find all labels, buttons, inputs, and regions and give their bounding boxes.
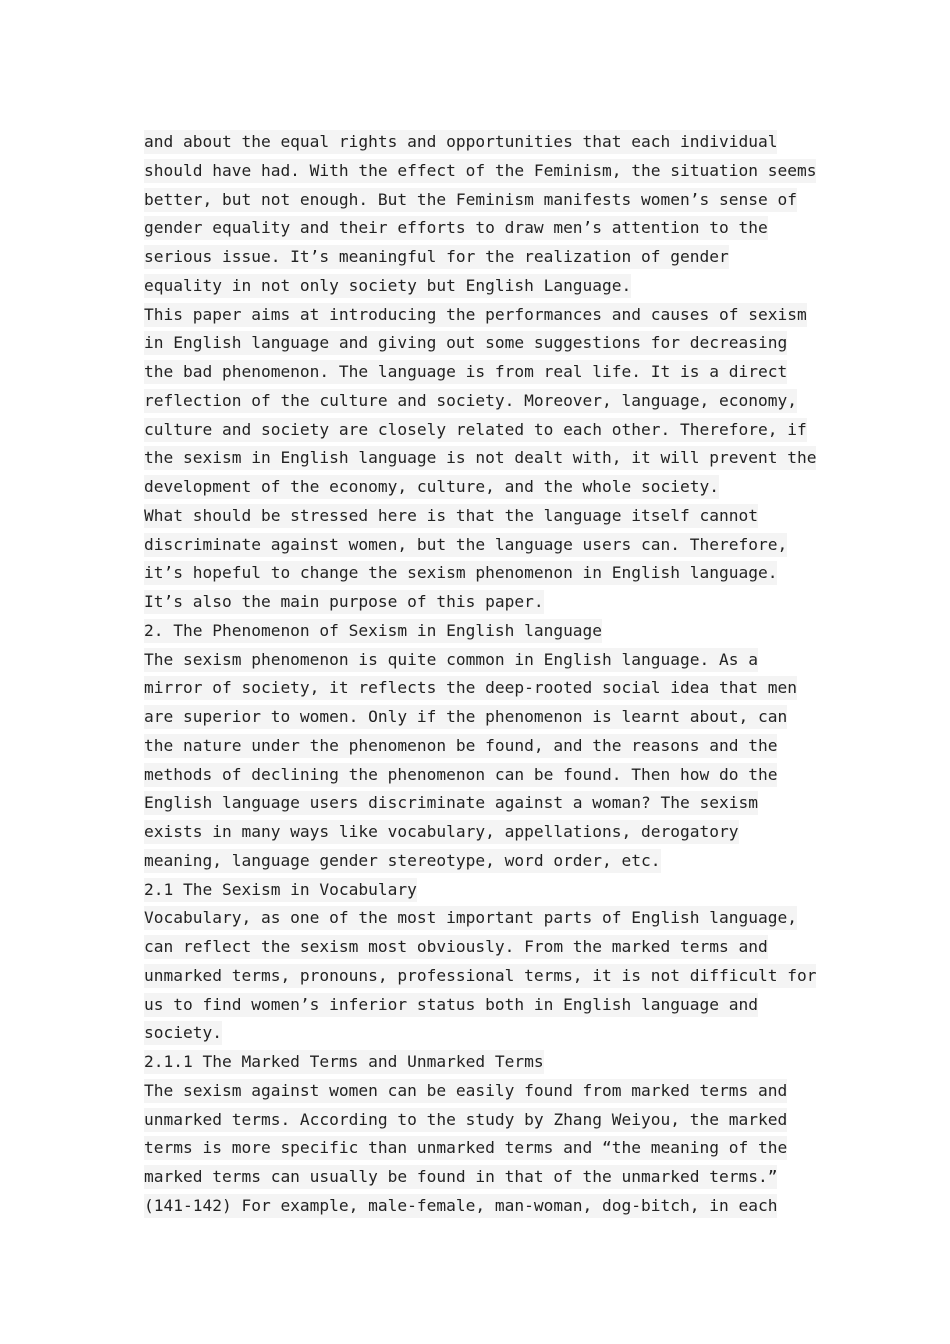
text-line: better, but not enough. But the Feminism manifests women’s sense of [144,186,824,215]
text-line: can reflect the sexism most obviously. From the marked terms and [144,933,824,962]
text-line: This paper aims at introducing the performances and causes of sexism [144,301,824,330]
text-line: should have had. With the effect of the Feminism, the situation seems [144,157,824,186]
text-line: terms is more specific than unmarked terms and “the meaning of the [144,1134,824,1163]
text-line: culture and society are closely related to each other. Therefore, if [144,416,824,445]
section-heading: 2. The Phenomenon of Sexism in English language [144,617,824,646]
text-line: exists in many ways like vocabulary, appellations, derogatory [144,818,824,847]
text-line: the nature under the phenomenon be found, and the reasons and the [144,732,824,761]
text-line: in English language and giving out some suggestions for decreasing [144,329,824,358]
text-line: methods of declining the phenomenon can be found. Then how do the [144,761,824,790]
text-line: it’s hopeful to change the sexism phenomenon in English language. [144,559,824,588]
text-line: serious issue. It’s meaningful for the realization of gender [144,243,824,272]
text-line: Vocabulary, as one of the most important parts of English language, [144,904,824,933]
text-line: English language users discriminate against a woman? The sexism [144,789,824,818]
subsubsection-heading: 2.1.1 The Marked Terms and Unmarked Terms [144,1048,824,1077]
text-line: the bad phenomenon. The language is from real life. It is a direct [144,358,824,387]
text-line: It’s also the main purpose of this paper. [144,588,824,617]
text-line: mirror of society, it reflects the deep-rooted social idea that men [144,674,824,703]
text-line: and about the equal rights and opportunities that each individual [144,128,824,157]
text-line: marked terms can usually be found in that of the unmarked terms.” [144,1163,824,1192]
subsection-heading: 2.1 The Sexism in Vocabulary [144,876,824,905]
body-text [144,128,824,1221]
text-line: What should be stressed here is that the language itself cannot [144,502,824,531]
text-line: The sexism phenomenon is quite common in English language. As a [144,646,824,675]
text-line: development of the economy, culture, and the whole society. [144,473,824,502]
text-line: are superior to women. Only if the phenomenon is learnt about, can [144,703,824,732]
text-line: equality in not only society but English Language. [144,272,824,301]
text-line: The sexism against women can be easily found from marked terms and [144,1077,824,1106]
text-line: unmarked terms. According to the study by Zhang Weiyou, the marked [144,1106,824,1135]
text-line: gender equality and their efforts to draw men’s attention to the [144,214,824,243]
text-line: discriminate against women, but the language users can. Therefore, [144,531,824,560]
text-line: reflection of the culture and society. Moreover, language, economy, [144,387,824,416]
text-line: the sexism in English language is not dealt with, it will prevent the [144,444,824,473]
text-line: (141-142) For example, male-female, man-woman, dog-bitch, in each [144,1192,824,1221]
text-line: us to find women’s inferior status both in English language and [144,991,824,1020]
text-line: society. [144,1019,824,1048]
text-line: meaning, language gender stereotype, word order, etc. [144,847,824,876]
text-line: unmarked terms, pronouns, professional terms, it is not difficult for [144,962,824,991]
